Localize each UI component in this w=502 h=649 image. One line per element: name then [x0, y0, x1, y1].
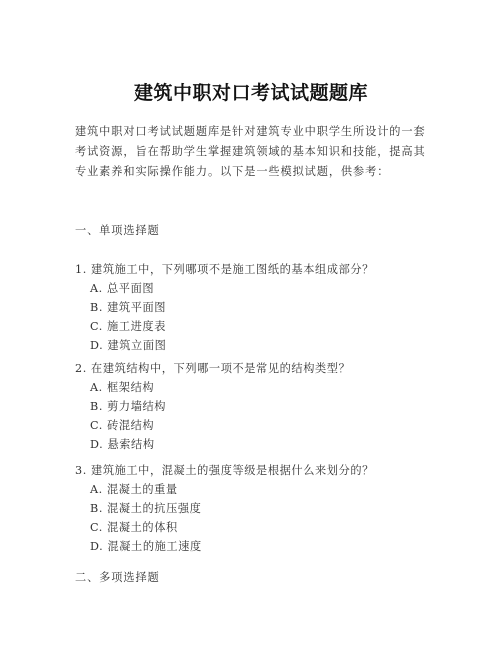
- option-a: A. 框架结构: [90, 381, 155, 394]
- option-b: B. 剪力墙结构: [90, 400, 167, 413]
- question-text: 1. 建筑施工中，下列哪项不是施工图纸的基本组成部分？: [75, 263, 374, 276]
- question-text: 3. 建筑施工中，混凝土的强度等级是根据什么来划分的？: [75, 464, 374, 477]
- option-b: B. 混凝土的抗压强度: [90, 502, 202, 515]
- question-text: 2. 在建筑结构中，下列哪一项不是常见的结构类型？: [75, 362, 351, 375]
- option-d: D. 建筑立面图: [90, 339, 167, 352]
- option-c: C. 混凝土的体积: [90, 521, 178, 534]
- document-title: 建筑中职对口考试试题题库: [133, 82, 368, 104]
- option-b: B. 建筑平面图: [90, 301, 167, 314]
- question-1: [75, 260, 435, 355]
- question-2: [75, 359, 435, 454]
- question-3: [75, 461, 435, 556]
- option-d: D. 混凝土的施工速度: [90, 540, 202, 553]
- option-a: A. 总平面图: [90, 282, 155, 295]
- section-heading-single-choice: 一、单项选择题: [75, 224, 160, 237]
- option-c: C. 砖混结构: [90, 419, 155, 432]
- option-a: A. 混凝土的重量: [90, 483, 178, 496]
- option-c: C. 施工进度表: [90, 320, 167, 333]
- intro-paragraph: 建筑中职对口考试试题题库是针对建筑专业中职学生所设计的一套考试资源，旨在帮助学生掌握建筑领域的基本知识和技能，提高其专业素养和实际操作能力。以下是一些模拟试题，供参考：: [75, 125, 426, 178]
- option-d: D. 悬索结构: [90, 438, 155, 451]
- section-heading-multiple-choice: 二、多项选择题: [75, 571, 160, 584]
